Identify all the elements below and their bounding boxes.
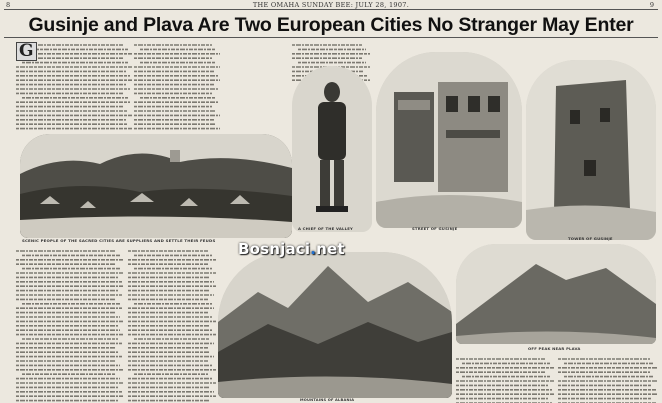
- photo-street: [376, 52, 522, 228]
- photo-chief-drawing: [292, 66, 372, 232]
- text-lines-texture: [558, 356, 658, 403]
- photo-tower: [526, 60, 656, 240]
- text-lines-texture: [134, 42, 220, 132]
- article-column-bottom-left: [16, 248, 124, 403]
- site-watermark: [238, 240, 408, 262]
- drop-cap: G: [16, 42, 37, 61]
- photo-street-drawing: [376, 52, 522, 228]
- caption-tower: TOWER OF GUSINJE: [568, 236, 613, 241]
- article-column-bottom-right-b: [558, 356, 658, 403]
- watermark-name: Bosnjaci: [238, 240, 311, 258]
- page-folio: [4, 1, 658, 10]
- caption-city: SCENIC PEOPLE OF THE SACRED CITIES ARE SUPPLIERS AND SETTLE THEIR FEUDS: [22, 238, 216, 243]
- photo-peak-plava: [456, 244, 656, 344]
- article-column-bottom-right-a: [456, 356, 554, 403]
- photo-mountains-drawing: [218, 252, 452, 398]
- watermark-tld: net: [316, 240, 345, 258]
- photo-chief-portrait: [292, 66, 372, 232]
- caption-street: STREET OF GUSINJE: [412, 226, 458, 231]
- text-lines-texture: [456, 356, 554, 403]
- article-column-top-middle: [134, 42, 220, 132]
- folio-left-page-number: 8: [6, 1, 11, 9]
- photo-peak-drawing: [456, 244, 656, 344]
- caption-mountains: MOUNTAINS OF ALBANIA: [300, 398, 355, 402]
- photo-tower-drawing: [526, 60, 656, 240]
- caption-plava: OFF PEAK NEAR PLAVA: [528, 346, 581, 351]
- article-column-bottom-middle: [128, 248, 216, 403]
- text-lines-texture: [16, 248, 124, 403]
- text-lines-texture: [128, 248, 216, 403]
- folio-right-page-number: 9: [649, 1, 654, 9]
- folio-masthead: THE OMAHA SUNDAY BEE: JULY 28, 1907.: [252, 1, 410, 9]
- article-column-top-left: [16, 42, 132, 132]
- photo-mountains: [218, 252, 452, 398]
- watermark-dot: .: [310, 240, 317, 258]
- page-headline: Gusinje and Plava Are Two European Cities No Stranger May Enter: [4, 12, 658, 38]
- caption-chief: A CHIEF OF THE VALLEY: [298, 226, 353, 231]
- photo-city-hillside-drawing: [20, 134, 292, 238]
- photo-city-hillside: [20, 134, 292, 238]
